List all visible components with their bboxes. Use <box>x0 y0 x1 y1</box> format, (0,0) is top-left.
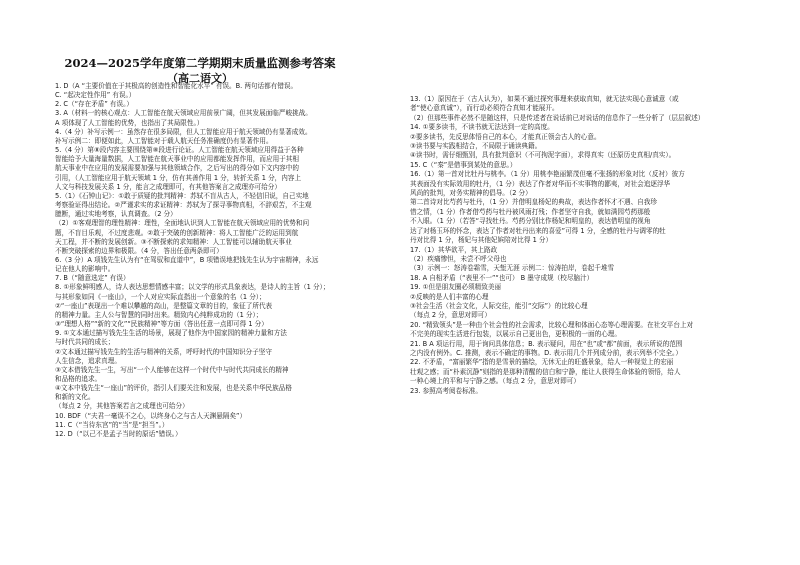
right-column <box>410 95 755 396</box>
answer-line: 5.（1）《石钟山记》：①敢于质疑的批判精神：苏轼不盲从古人，不轻信旧说，自己实地 <box>55 191 309 200</box>
answer-line: 11. C（“当待东宫”的“当”是“担当”。） <box>55 420 169 429</box>
answer-line: 4.（4 分）补写示例一：虽然存在很多局限，但人工智能应用于航天领域仍有显著成效。 <box>55 127 312 136</box>
answer-line: 人生信念，追求真理。 <box>55 356 121 365</box>
answer-line: 风尚的批判，对务实精神的倡导。（2 分） <box>410 189 532 198</box>
answer-line: 题，不盲目乐观，不过度悲观。②敢于突破的创新精神：将人工智能广泛的运用到航 <box>55 228 299 237</box>
answer-line: A 项体现了人工智能的优势，也指出了其局限性。） <box>55 118 204 127</box>
answer-line: 者“使心意真诚”），而行动必须符合真知才能展开。 <box>410 104 559 113</box>
answer-line: 考察验证得出结论。②严谨求实的求证精神：苏轼为了探寻事物真相，不辞艰苦，不主观 <box>55 201 312 210</box>
answer-line: 12. D（“以己不是孟子当时的原话”错误。） <box>55 429 182 438</box>
answer-line: 丹对比得 1 分，杨妃与其他妃嫔陪对比得 1 分） <box>410 236 553 245</box>
answer-line: 之内没有例外。C. 推测，表示不确定的事物。D. 表示用几个并列成分前，表示列举不完全。） <box>410 348 682 357</box>
answer-line: 1. D（A “主要价值在于其极高的创造性和智能化水平” 有误。B. 两句话都有错误。 <box>55 82 298 90</box>
answer-line: 不完美的现实生活进行包装，以展示自己更出色，更积极的一面的心理。 <box>410 330 621 339</box>
answer-line: （每点 2 分，其他答案若言之成理也可给分） <box>55 402 189 411</box>
answer-line: 的精神力量。主人公与智慧的同时出来。精致内心纯粹成功的（1 分）； <box>55 310 263 319</box>
answer-line: 与其形象如同《一座山》，一个人对应实际直指出一个意象的名（1 分）； <box>55 292 266 301</box>
answer-line: （2）①客观理智的理性精神：理性，全面地认识到人工智能在航天领域应用的优势和问 <box>55 219 310 228</box>
left-column <box>55 82 395 439</box>
answer-line: （2）疾痛惨怛，未尝不呼父母也 <box>410 254 507 263</box>
answer-line: ②反映的是人们丰富的心理 <box>410 292 489 301</box>
answer-line: 17.（1）其华欲平，其上路政 <box>410 245 498 254</box>
answer-line: 臆断，通过实地考察，认真调查。（2 分） <box>55 210 177 219</box>
answer-line: 和新的文化。 <box>55 393 95 402</box>
answer-line: C. “起决定性作用” 有误。） <box>55 91 136 100</box>
page-title: 2024—2025学年度第二学期期末质量监测参考答案 <box>64 56 336 70</box>
answer-line: （2）但那些事件必然不是随这样，只是传述者在说话前已对说话的信息作了一些分析了（层层叙述） <box>410 113 705 122</box>
answer-line: 10. BDF（“夫君一毫误不之心，以终身心之与古人天渊悬隔矣”） <box>55 411 247 420</box>
answer-line: 天工程，并不断的发展创新。③不断探索的求知精神：人工智能可以辅助航天事业 <box>55 237 292 246</box>
answer-line: 3. A（材料一的核心观点：人工智能在航天领域应用前景广阔，但其发展面临严峻挑战。 <box>55 109 312 118</box>
answer-line: 智能给予大量海量数据，人工智能在航天事业中的应用都能发挥作用，而应用于其相 <box>55 155 299 164</box>
answer-line: 15. C（“秦”是借事到某处的意思。） <box>410 160 517 169</box>
answer-line: ②要多读书，先反思体悟自己的本心，才能真正领会古人的心意。 <box>410 132 601 141</box>
answer-line: 16.（1）第一首对比牡丹与桃李。（1 分）用桃李艳丽繁茂但毫不张扬的形象对比（反衬）彼方 <box>410 170 685 179</box>
answer-line: 达了对杨玉环的怀念，表达了作者对牡丹出来的喜爱”可得 1 分，全感的牡丹与调零的牡 <box>410 226 666 235</box>
answer-line: 18. A 自相矛盾（“表里不一”“也可） B 墨守成规（校尽脑汁） <box>410 273 594 282</box>
answer-line: ②“一座山”表现出一个难以攀越的高山，是整篇文章的目的，象征了所代表 <box>55 301 273 310</box>
answer-line: （每点 2 分，意思对即可） <box>410 311 491 320</box>
answer-line: 19. ①但是朋友圈必须精致美丽 <box>410 283 502 292</box>
answer-line: 壮观之感；而“朴素沉静”则指的是那种清醒的信白和宁静，能让人获得生命体验的领悟，给人 <box>410 367 681 376</box>
answer-line: ④读书时，需仔细甄别，具有批判意识（不可拘泥字面），求得真实（还原历史真相/真实）。 <box>410 151 676 160</box>
answer-line: （3）示例一：怒涛卷霜雪，天堑无涯 示例二：惊涛拍岸，卷起千堆雪 <box>410 264 615 273</box>
answer-line: 13.（1）原因在于（古人认为），如果不通过探究事理来获取真知，就无法实现心意诚意（或 <box>410 95 679 103</box>
answer-line: 惜之情，（1 分）作者借芍药与牡丹被风雨打残；作者坚守自我，就如满园芍药那般 <box>410 207 651 216</box>
answer-line: 补写示例二：即便如此，人工智能对于载人航天任务准确度仍有显著作用。 <box>55 136 273 145</box>
answer-line: 其表面没有实际效用的牡丹，（1 分）表达了作者对华而不实事物的鄙夷，对社会追逐浮华 <box>410 179 671 188</box>
answer-line: 与时代共同的成长； <box>55 338 115 347</box>
answer-line: 14. ①要多读书，不读书就无法达到一定的高度。 <box>410 123 554 132</box>
answer-line: 记在他人的影响中。 <box>55 265 115 274</box>
answer-line: 和品格的追求。 <box>55 375 102 383</box>
answer-line: 不断突破探索的边界和极限。（4 分，答出任意两条即可） <box>55 246 223 255</box>
answer-line: ④文本中钱先生“一座山”的评价，指引人们要关注和发展，也是关系中华民族品格 <box>55 384 292 393</box>
answer-line: 23. 参照高考阅卷标准。 <box>410 386 482 395</box>
answer-line: 一种心境上的平和与宁静之感。（每点 2 分，意思对即可） <box>410 377 580 386</box>
answer-line: ③文本借钱先生一生，写出“一个人能够在这样一个时代中与时代共同成长的精神 <box>55 365 289 374</box>
answer-line: 9. ①文本通过描写钱先生生活的场景，展现了他作为中国家园的精神力量和方法 <box>55 329 287 338</box>
answer-line: 航天事业中在应用的发展需要加强与其他领域合作，之后写出的得分如下文内容中的 <box>55 164 299 173</box>
answer-line: 21. B A 项运行用，用于询问具体信息；B. 表示疑问，用在“也”或“都”前面，表示所说的范围 <box>410 339 683 348</box>
page-subtitle: （高二语文） <box>167 72 233 85</box>
answer-line: 8. ①形象鲜明感人，诗人表达思想情感丰富；以文学的形式具象表达，是诗人的主旨（1 分）； <box>55 283 330 292</box>
answer-line: 22. 不矛盾，“富丽繁华”指的是雪景的描绘，无休无止的旺盛景象，给人一种视觉上的宏丽 <box>410 358 674 367</box>
answer-line: 7. B（“随意选定” 有误） <box>55 274 130 283</box>
answer-line: 2. C（“存在矛盾” 有误。） <box>55 100 133 109</box>
answer-line: 不入眼。（1 分）（若答“寻找牡丹。芍药分别比作杨妃和明皇的，表达借明皇的视角 <box>410 217 651 226</box>
answer-line: 6.（3 分）A 项钱先生认为有“在驾驭和直道中”，B 项错误地把钱先生认为宇宙精神，永远 <box>55 255 319 264</box>
answer-line: 人文与科技发展关系 1 分，能言之成理即可，有其他答案言之成理亦可给分） <box>55 182 281 191</box>
answer-line: 20. “精致领头”是一种由个社会性的社会需求，比较心理和体面心态等心理需要。在社交平台上对 <box>410 320 694 329</box>
answer-line: 5.（4 分）第⑧段内容主要围绕第⑧段进行论证。人工智能在航天领域应用得益于各种 <box>55 146 304 155</box>
answer-line: ③读书要与实践相结合，不局限于诵读典籍。 <box>410 142 542 151</box>
answer-line: ③社会生活（社会文化，人际交往，能引“交际”）的比较心理 <box>410 301 588 310</box>
answer-line: 引用，（人工智能应用于航天领域 1 分，仿有其善作用 1 分，转折关系 1 分，内容上 <box>55 173 302 182</box>
answer-line: 第二首诗对比芍药与牡丹，（1 分）并借明皇杨妃的典故，表达作者怀才不遇、自我珍 <box>410 198 657 207</box>
answer-line: ③“理想人格”“新的文化”“民族精神”等方面（答出任意一点即可得 1 分） <box>55 320 268 329</box>
answer-line: ②文本通过描写钱先生的生活与精神的关系，呼吁时代的中国知识分子坚守 <box>55 347 272 356</box>
